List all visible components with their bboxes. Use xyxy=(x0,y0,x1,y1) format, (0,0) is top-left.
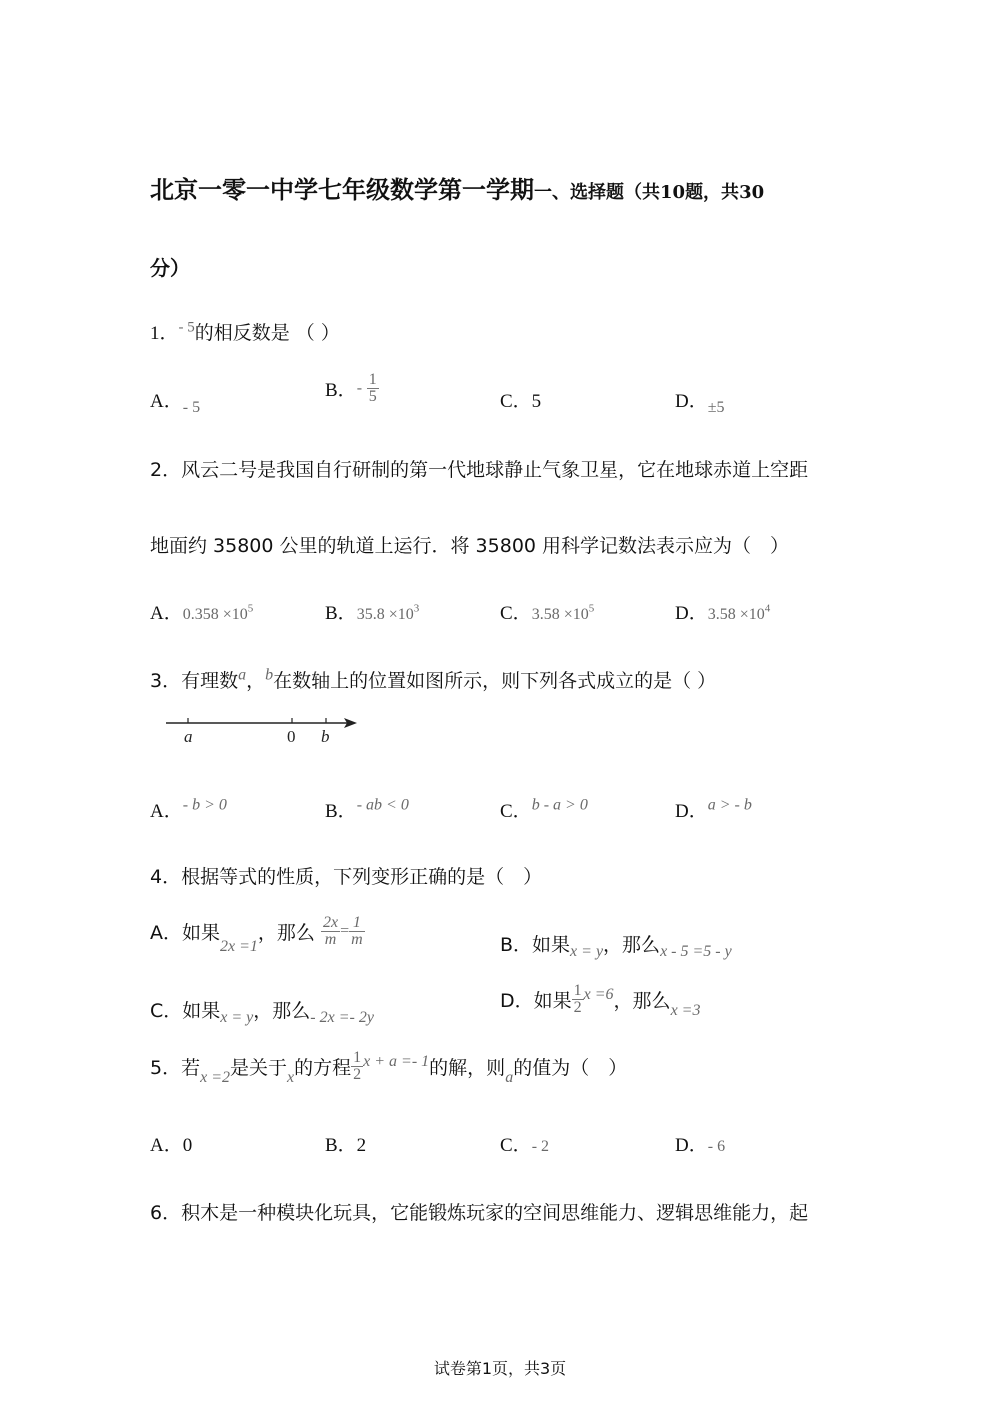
question-4: 4．根据等式的性质，下列变形正确的是（ ） xyxy=(150,866,543,888)
q2-option-a[interactable]: A．$0.358 \times 10^5$ xyxy=(150,602,254,624)
q1-option-c[interactable]: C．5 xyxy=(500,391,542,412)
q2-option-c[interactable]: C．$3.58 \times 10^5$ xyxy=(500,602,595,624)
q1-option-b[interactable]: B．- $\frac{1}{5}$ xyxy=(325,371,377,405)
question-2-line-1: 2．风云二号是我国自行研制的第一代地球静止气象卫星，它在地球赤道上空距 xyxy=(150,459,809,481)
q3-option-c[interactable]: C．$^{b - a > 0}$ xyxy=(500,796,588,822)
q4-option-d[interactable]: D．如果 $\frac{1}{2}$ $^{x =6}$，那么$_{x =3}$ xyxy=(500,982,701,1019)
label-b: b xyxy=(321,727,330,746)
q4-option-a[interactable]: A．如果$_{2x =1}$，那么 $\frac{2x}{m}$ = $\frac{1}{m}$ xyxy=(150,914,363,955)
section-heading-cont: 分） xyxy=(150,256,190,280)
label-0: 0 xyxy=(287,727,296,746)
question-3: 3．有理数$^a$，$^b$在数轴上的位置如图所示，则下列各式成立的是（ ） xyxy=(150,666,717,692)
question-5: 5．若$_{x =2}$是关于$_x$的方程 $\frac{1}{2}$ $^{x + a =- 1}$的解，则$_a$的值为（ ） xyxy=(150,1049,628,1086)
page-title xyxy=(150,170,764,205)
section-heading: 一、选择题（共10题，共30 xyxy=(534,182,765,203)
q1-option-d[interactable]: D．$_{\pm 5}$ xyxy=(675,391,725,416)
q3-option-a[interactable]: A．$^{- b > 0}$ xyxy=(150,796,227,822)
q3-option-b[interactable]: B．$^{- ab < 0}$ xyxy=(325,796,409,822)
q1-option-a[interactable]: A．$_{- 5}$ xyxy=(150,391,201,416)
q4-option-b[interactable]: B．如果$_{x = y}$，那么$_{x - 5 =5 - y}$ xyxy=(500,934,732,960)
page-footer: 试卷第1页，共3页 xyxy=(433,1359,567,1378)
q4-option-c[interactable]: C．如果$_{x = y}$，那么$_{- 2x =- 2y}$ xyxy=(150,1000,374,1026)
q3-option-d[interactable]: D．$^{a > - b}$ xyxy=(675,796,752,822)
q2-option-d[interactable]: D．$3.58 \times 10^4$ xyxy=(675,602,771,624)
q2-option-b[interactable]: B．$35.8 \times 10^3$ xyxy=(325,602,420,624)
q5-option-a[interactable]: A．0 xyxy=(150,1135,193,1156)
title-main: 北京一零一中学七年级数学第一学期 xyxy=(150,175,534,204)
question-6-line-1: 6．积木是一种模块化玩具，它能锻炼玩家的空间思维能力、逻辑思维能力，起 xyxy=(150,1202,809,1224)
question-1: 1．$^{- 5}$的相反数是 （ ） xyxy=(150,319,340,344)
q5-option-b[interactable]: B．2 xyxy=(325,1135,367,1156)
q5-option-c[interactable]: C．- 2 xyxy=(500,1135,550,1156)
question-2-line-2: 地面约 35800 公里的轨道上运行．将 35800 用科学记数法表示应为（ ） xyxy=(150,535,790,557)
label-a: a xyxy=(184,727,193,746)
number-line-figure xyxy=(160,710,370,750)
q5-option-d[interactable]: D．- 6 xyxy=(675,1135,726,1156)
